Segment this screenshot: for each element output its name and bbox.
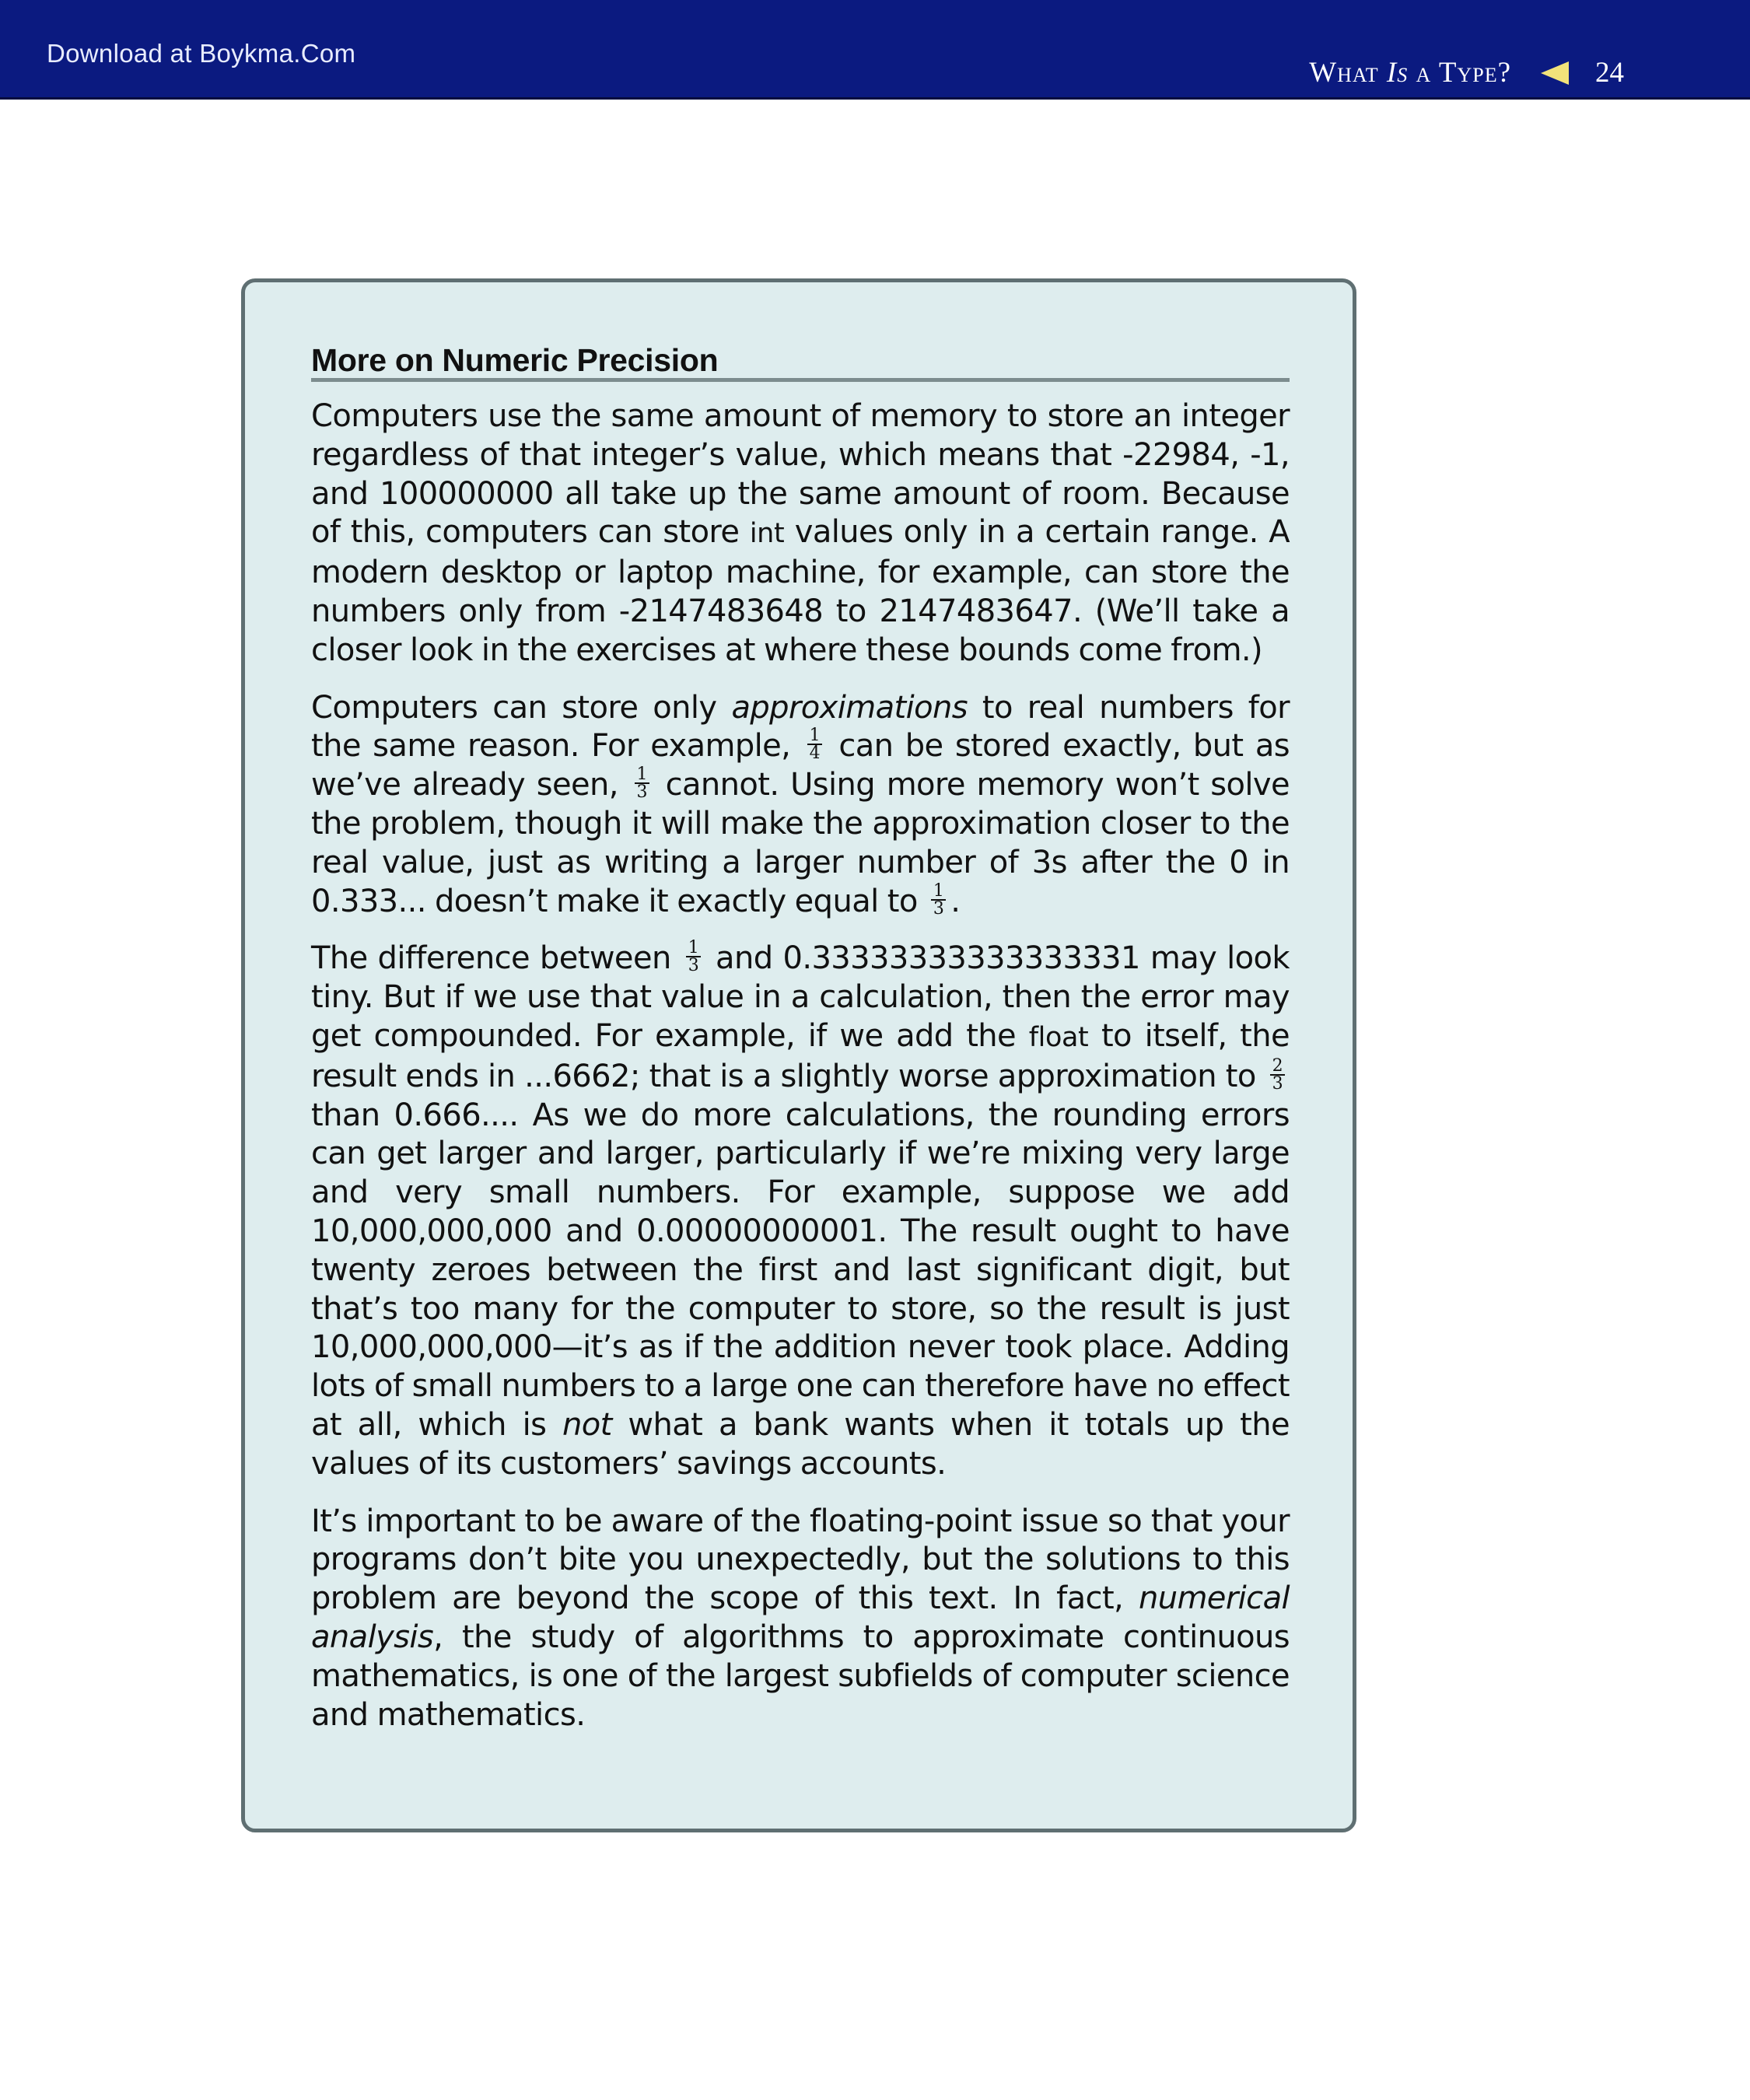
- text-run: values only in a certain range. A modern desktop or laptop machine, for example, can store the numbers only from -2147483648 to 2147483647. (We’ll take a closer look in the exercises at where these bounds come from.): [311, 514, 1290, 668]
- fraction-denominator: 3: [688, 956, 699, 976]
- text-run: , the study of algorithms to approximate continuous mathematics, is one of the largest subfields of computer science and mathematics.: [311, 1619, 1290, 1733]
- fraction-numerator: 1: [635, 766, 649, 784]
- watermark-text: Download at Boykma.Com: [47, 39, 356, 68]
- fraction-denominator: 3: [933, 898, 944, 919]
- fraction-denominator: 3: [636, 782, 647, 803]
- emphasis-numerical-analysis: numerical analysis: [311, 1580, 1290, 1655]
- emphasis-not: not: [562, 1406, 612, 1443]
- text-run: than 0.666.... As we do more calculations, the rounding errors can get larger and larger, particularly if we’re mixing very large and very small numbers. For example, suppose we add 10,000,000,000 and 0.00000000001. The result ought to have twenty zeroes between the first and last significant digit, but that’s too many for the computer to store, so the result is just 10,000,000,000—it’s as if the addition never took place. Adding lots of small numbers to a large one can therefore have no effect at all, which is: [311, 1097, 1290, 1443]
- fraction-numerator: 1: [686, 940, 701, 957]
- paragraph-numerical-analysis: [311, 1503, 1290, 1735]
- chapter-title[interactable]: [1309, 56, 1511, 89]
- fraction-numerator: 1: [931, 883, 946, 901]
- fraction-one-third: [931, 880, 946, 919]
- sidebar-box: [241, 278, 1356, 1832]
- fraction-one-third: [686, 940, 701, 974]
- chapter-title-part: What: [1309, 57, 1387, 89]
- back-arrow-icon[interactable]: [1541, 61, 1569, 85]
- text-run: can be stored exactly, but as we’ve already seen,: [311, 728, 1290, 803]
- fraction-numerator: 2: [1270, 1058, 1285, 1076]
- fraction-denominator: 3: [1272, 1073, 1283, 1094]
- emphasis-approximations: approximations: [731, 689, 968, 726]
- fraction-one-third: [635, 765, 649, 803]
- text-run: Computers use the same amount of memory to store an integer regardless of that integer’s value, which means that -22984, -1, and 100000000 all take up the same amount of room. Because of this, computers can store: [311, 398, 1290, 551]
- paragraph-approximations: [311, 689, 1290, 922]
- fraction-one-quarter: [807, 726, 822, 764]
- text-run: cannot. Using more memory won’t solve the problem, though it will make the approximation closer to the real value, just as writing a larger number of 3s after the 0 in 0.333... doesn’t make it exactly equal to: [311, 767, 1290, 919]
- text-run: The difference between: [311, 940, 681, 977]
- text-run: It’s important to be aware of the floating-point issue so that your programs don’t bite you unexpectedly, but the solutions to this problem are beyond the scope of this text. In fact,: [311, 1503, 1290, 1617]
- paragraph-integer-memory: [311, 397, 1290, 670]
- text-run: .: [950, 883, 961, 919]
- fraction-denominator: 4: [809, 744, 821, 764]
- page-number: 24: [1595, 57, 1624, 89]
- chapter-title-italic: Is: [1386, 57, 1409, 89]
- fraction-numerator: 1: [807, 727, 822, 745]
- header-bar: [0, 0, 1750, 100]
- paragraph-rounding-error: [311, 940, 1290, 1483]
- fraction-two-thirds: [1270, 1055, 1285, 1094]
- code-int: int: [749, 518, 785, 550]
- text-run: what a bank wants when it totals up the values of its customers’ savings accounts.: [311, 1406, 1290, 1482]
- chapter-title-part: a Type?: [1408, 57, 1511, 89]
- text-run: Computers can store only: [311, 689, 732, 726]
- sidebar-title: More on Numeric Precision: [311, 345, 1290, 382]
- text-run: to real numbers for the same reason. For example,: [311, 689, 1290, 765]
- chapter-navigation: [1309, 56, 1624, 89]
- code-float: float: [1028, 1021, 1089, 1053]
- text-run: to itself, the result ends in ...6662; that is a slightly worse approximation to: [311, 1017, 1290, 1094]
- text-run: and 0.33333333333333331 may look tiny. But if we use that value in a calculation, then the error may get compounded. For example, if we add the: [311, 940, 1290, 1054]
- sidebar-content: [311, 342, 1290, 1753]
